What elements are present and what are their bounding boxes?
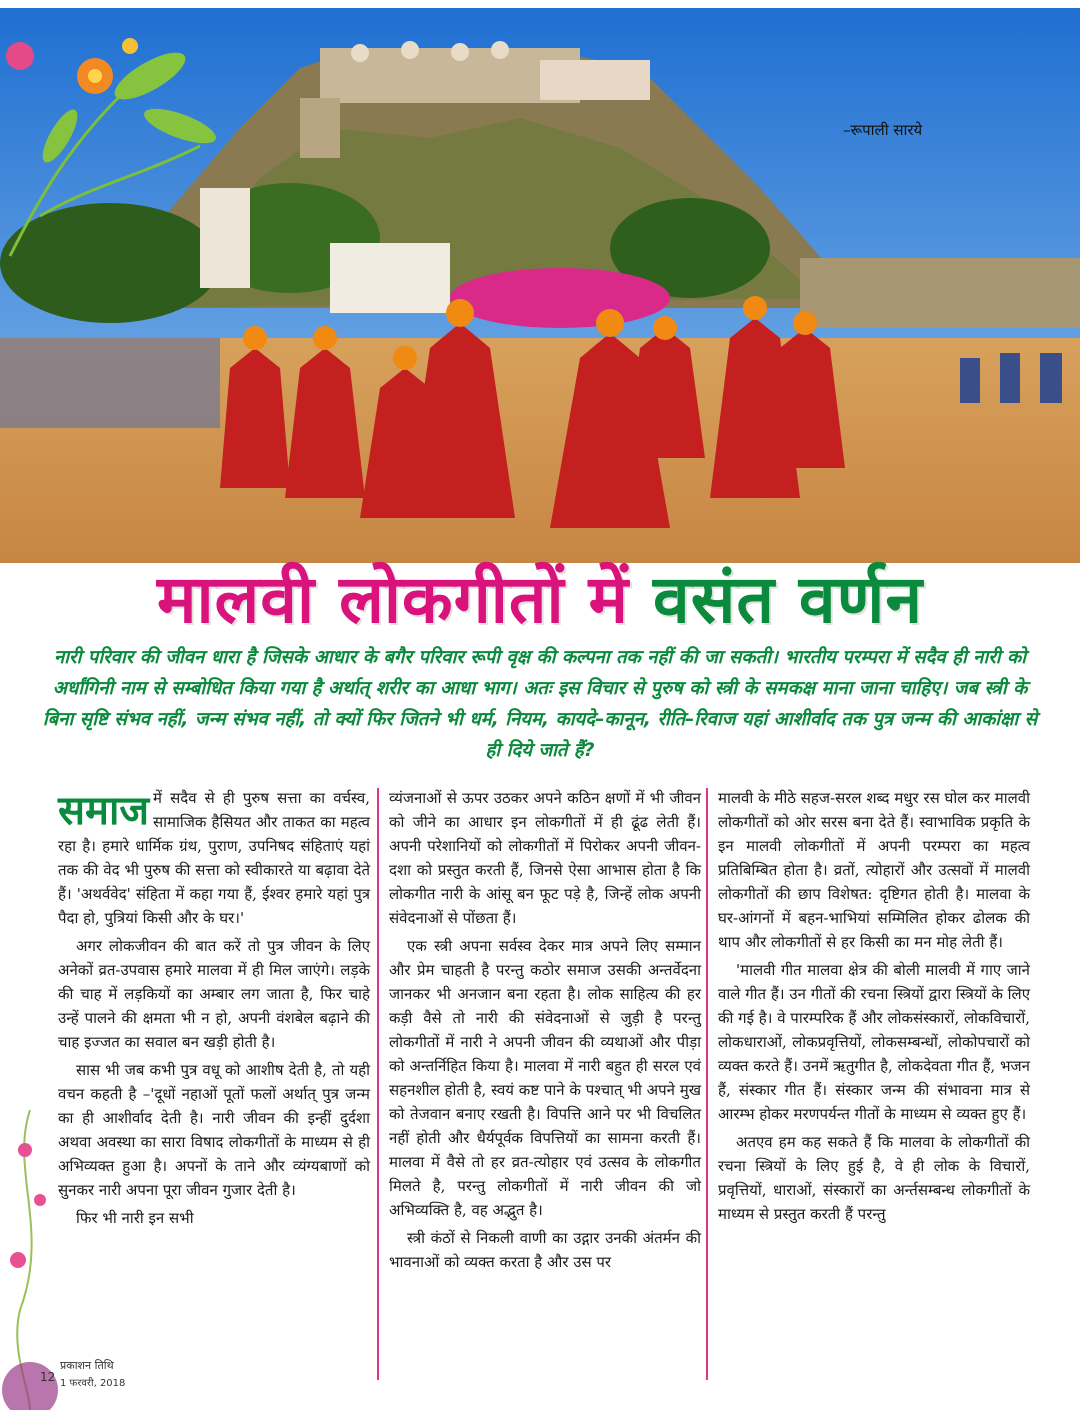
magazine-name: प्रकाशन तिथि [60, 1359, 114, 1372]
column-rule [377, 788, 379, 1380]
byline: –रूपाली सारये [843, 121, 923, 139]
paragraph: मालवी के मीठे सहज-सरल शब्द मधुर रस घोल कर मालवी लोकगीतों को ओर सरस बना देते हैं। स्वाभाविक प्रकृति के इन मालवी लोकगीतों में अपनी परम्परा का महत्व प्रतिबिम्बित होता है। व्रतों, त्योहारों और उत्सवों में मालवी लोकगीतों की छाप विशेषत: दृष्टिगत होती है। मालवा के घर-आंगनों में बहन-भाभियां सम्मिलित होकर ढोलक की थाप और लोकगीतों से हर किसी का मन मोह लेती हैं। [718, 789, 1030, 951]
column-1 [58, 786, 370, 1234]
paragraph [58, 786, 370, 930]
page-title [0, 552, 1080, 642]
paragraph: अतएव हम कह सकते हैं कि मालवा के लोकगीतों की रचना स्त्रियों के लिए हुई है, वे ही लोक के विचारों, प्रवृत्तियों, धाराओं, संस्कारों का अर्न्तसम्बन्ध लोकगीतों के माध्यम से प्रस्तुत करती हैं परन्तु [718, 1133, 1030, 1223]
column-3 [718, 786, 1030, 1230]
column-rule [706, 788, 708, 1380]
floral-vine-decoration [0, 1110, 60, 1410]
page-number: 12 [40, 1370, 56, 1384]
column-2 [389, 786, 701, 1278]
dropcap: समाज [58, 788, 149, 834]
floral-decoration [0, 16, 240, 276]
issue-date: 1 फरवरी, 2018 [60, 1378, 126, 1389]
paragraph: सास भी जब कभी पुत्र वधू को आशीष देती है, तो यही वचन कहती है –'दूधों नहाओं पूतों फलों अर्थात् पुत्र जन्म का ही आशीर्वाद देती है। नारी जीवन की इन्हीं दुर्दशा अथवा अवस्था का सारा विषाद लोकगीतों के माध्यम से ही अभिव्यक्त हुआ है। अपनों के ताने और व्यंग्यबाणों को सुनकर नारी अपना पूरा जीवन गुजार देती है। [58, 1061, 370, 1199]
title-part-1: मालवी लोकगीतों में [157, 561, 630, 638]
intro-paragraph: नारी परिवार की जीवन धारा है जिसके आधार के बगैर परिवार रूपी वृक्ष की कल्पना तक नहीं की जा सकती। भारतीय परम्परा में सदैव ही नारी को अर्धांगिनी नाम से सम्बोधित किया गया है अर्थात् शरीर का आधा भाग। अतः इस विचार से पुरुष को स्त्री के समकक्ष माना जाना चाहिए। जब स्त्री के बिना सृष्टि संभव नहीं, जन्म संभव नहीं, तो क्यों फिर जितने भी धर्म, नियम, कायदे–कानून, रीति–रिवाज यहां आशीर्वाद तक पुत्र जन्म की आकांक्षा से ही दिये जाते हैं? [42, 647, 1038, 761]
hero-photo [0, 8, 1080, 563]
paragraph: फिर भी नारी इन सभी [76, 1209, 194, 1227]
title-part-2: वसंत वर्णन [653, 561, 923, 638]
paragraph-text: में सदैव से ही पुरुष सत्ता का वर्चस्व, सामाजिक हैसियत और ताकत का महत्व रहा है। हमारे धार्मिक ग्रंथ, पुराण, उपनिषद संहिताएं यहां तक की वेद भी पुरुष की सत्ता को स्वीकारते या बढ़ावा देते हैं। 'अथर्ववेद' संहिता में कहा गया हैं, ईश्वर हमारे यहां पुत्र पैदा हो, पुत्रियां किसी और के घर।' [58, 789, 370, 927]
paragraph: एक स्त्री अपना सर्वस्व देकर मात्र अपने लिए सम्मान और प्रेम चाहती है परन्तु कठोर समाज उसकी अन्तर्वेदना जानकर भी अनजान बना रहता है। लोक साहित्य की हर कड़ी वैसे तो नारी की संवेदनाओं से जुड़ी है परन्तु लोकगीतों में नारी ने अपनी जीवन की व्यथाओं और पीड़ा को अन्तर्निहित किया है। मालवा में नारी बहुत ही सरल एवं सहनशील होती है, स्वयं कष्ट पाने के पश्चात् भी अपने मुख को तेजवान बनाए रखती है। विपत्ति आने पर भी विचलित नहीं होती और धैर्यपूर्वक विपत्तियों का सामना करती हैं। मालवा में वैसे तो हर व्रत-त्योहार एवं उत्सव के लोकगीत मिलते है, परन्तु लोकगीतों में नारी जीवन की जो अभिव्यक्ति है, वह अद्भुत है। [389, 937, 701, 1219]
paragraph: स्त्री कंठों से निकली वाणी का उद्गार उनकी अंतर्मन की भावनाओं को व्यक्त करता है और उस पर [389, 1229, 701, 1271]
paragraph: व्यंजनाओं से ऊपर उठकर अपने कठिन क्षणों में भी जीवन को जीने का आधार इन लोकगीतों में ही ढूंढ लेती हैं। अपनी परेशानियों को लोकगीतों में पिरोकर अपनी जीवन-दशा को प्रस्तुत करती हैं, जिनसे ऐसा आभास होता है कि लोकगीत नारी के आंसू बन फूट पड़े है, जिन्हें लोक अपनी संवेदनाओं से पोंछता हैं। [389, 789, 701, 927]
paragraph: अगर लोकजीवन की बात करें तो पुत्र जीवन के लिए अनेकों व्रत-उपवास हमारे मालवा में ही मिल जाएंगे। लड़के की चाह में लड़कियों का अम्बार लग जाता है, फिर चाहे उन्हें पालने की क्षमता भी न हो, अपनी वंशबेल बढ़ाने की चाह इज्जत का सवाल बन खड़ी होती है। [58, 937, 370, 1051]
paragraph: 'मालवी गीत मालवा क्षेत्र की बोली मालवी में गाए जाने वाले गीत हैं। उन गीतों की रचना स्त्रियों द्वारा स्त्रियों के लिए की गई है। वे पारम्परिक हैं और लोकसंस्कारों, लोकविचारों, लोकधाराओं, लोकप्रवृत्तियों, लोकसम्बन्धों, लोकोपचारों को व्यक्त करते हैं। उनमें ऋतुगीत है, लोकदेवता गीत हैं, भजन हैं, संस्कार गीत हैं। संस्कार जन्म की संभावना मात्र से आरम्भ होकर मरणपर्यन्त गीतों के माध्यम से व्यक्त हुए हैं। [718, 961, 1030, 1123]
